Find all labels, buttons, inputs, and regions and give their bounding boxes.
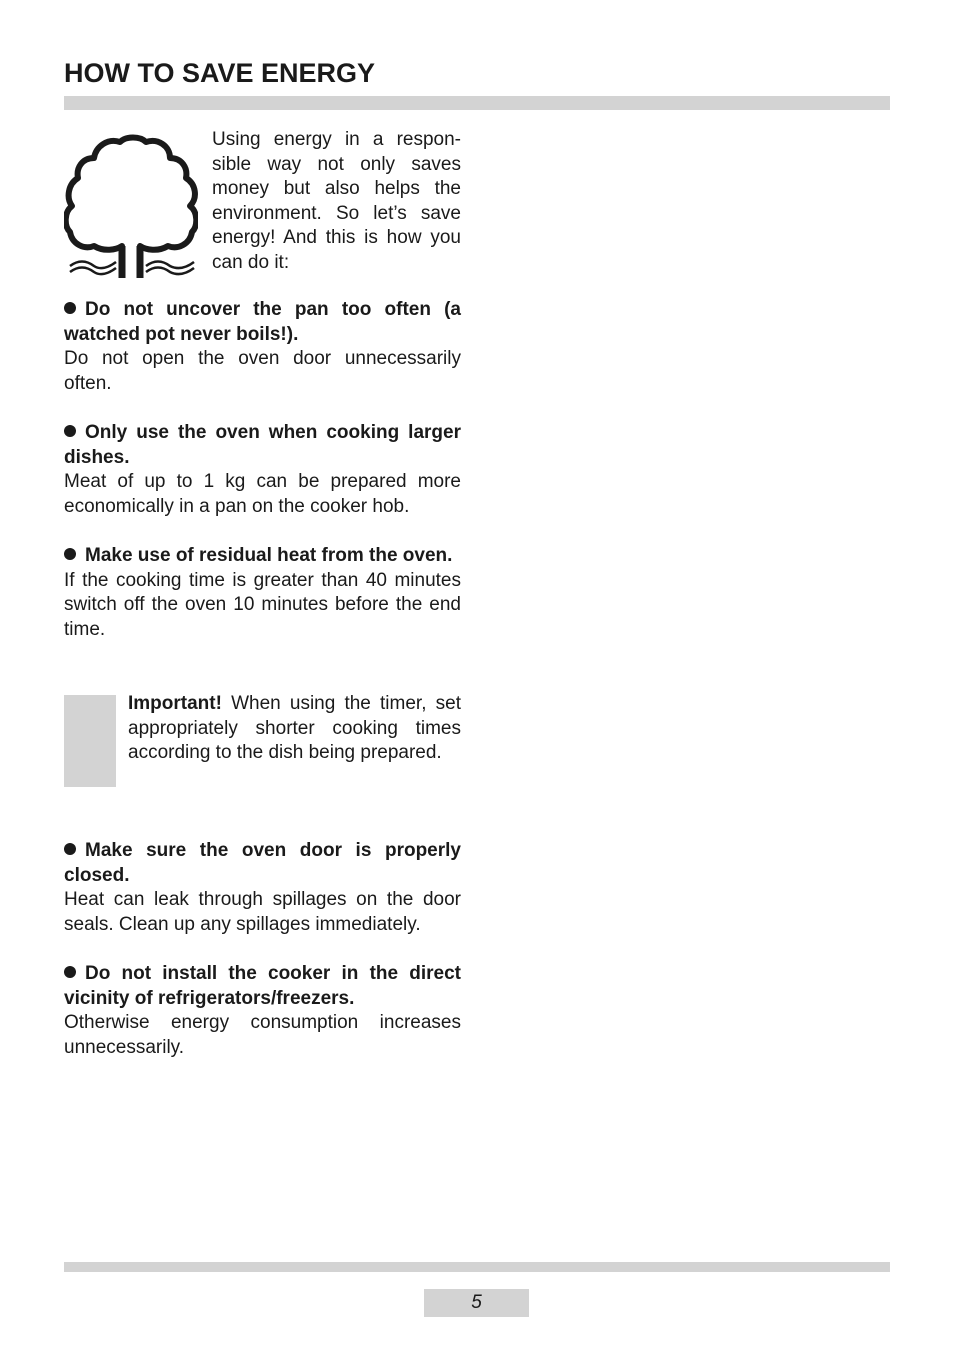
- top-rule: [64, 96, 890, 110]
- tip-body: Do not open the oven door unnecessarily often.: [64, 348, 461, 394]
- important-label: Important!: [128, 693, 222, 714]
- tip-1: [64, 298, 461, 396]
- tip-5: [64, 962, 461, 1060]
- tip-2: [64, 421, 461, 519]
- tree-icon: [64, 134, 198, 282]
- tip-heading: Make sure the oven door is properly closed.: [64, 840, 461, 886]
- tip-4: [64, 839, 461, 937]
- bullet-icon: [64, 548, 76, 560]
- important-note: Important! When using the timer, set appropriately shorter cooking times according to the dish being prepared.: [128, 693, 461, 763]
- tip-body: Meat of up to 1 kg can be prepared more economically in a pan on the cooker hob.: [64, 471, 461, 517]
- tip-heading: Do not uncover the pan too often (a watched pot never boils!).: [64, 299, 461, 345]
- tip-body: Otherwise energy consumption increases unnecessarily.: [64, 1012, 461, 1058]
- tip-heading: Only use the oven when cooking larger dishes.: [64, 422, 461, 468]
- tip-3: [64, 544, 461, 642]
- tip-body: If the cooking time is greater than 40 minutes switch off the oven 10 minutes before the end time.: [64, 569, 461, 640]
- bullet-icon: [64, 302, 76, 314]
- intro-text: Using energy in a respon-sible way not only saves money but also helps the environment. So let’s save energy! And this is how you can do it:: [212, 129, 461, 273]
- tip-body: Heat can leak through spillages on the door seals. Clean up any spillages immediately.: [64, 889, 461, 935]
- bullet-icon: [64, 425, 76, 437]
- page-number: 5: [424, 1289, 529, 1317]
- bullet-icon: [64, 843, 76, 855]
- tip-heading: Do not install the cooker in the direct vicinity of refrigerators/freezers.: [64, 963, 461, 1009]
- bottom-rule: [64, 1262, 890, 1272]
- tip-heading: Make use of residual heat from the oven.: [64, 544, 461, 569]
- important-marker: [64, 695, 116, 787]
- page-title: HOW TO SAVE ENERGY: [64, 58, 376, 88]
- bullet-icon: [64, 966, 76, 978]
